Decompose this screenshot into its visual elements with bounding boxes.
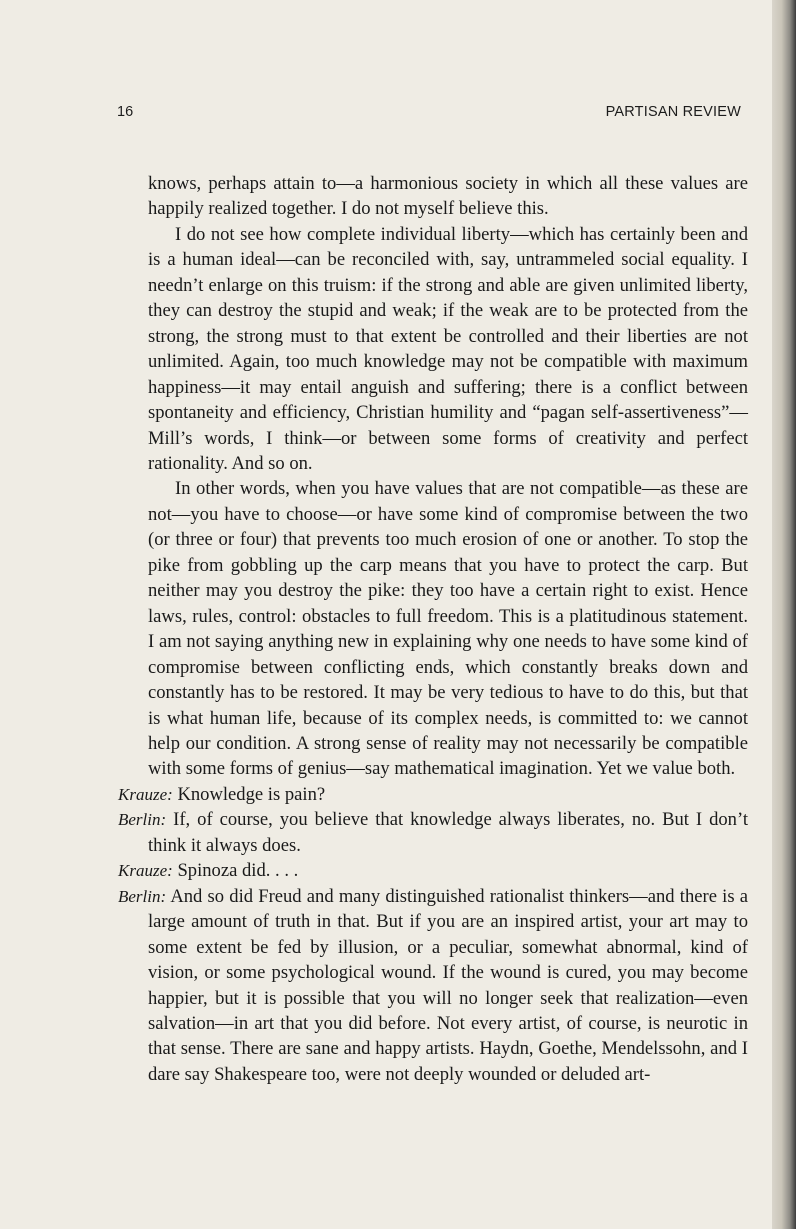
speaker-label: Berlin: [118,810,167,830]
page-edge-shadow [772,0,796,1229]
dialogue-text: Knowledge is pain? [177,783,326,805]
dialogue-line [118,884,748,1088]
dialogue-text: And so did Freud and many distinguished rationalist thinkers—and there is a large amount of truth in that. But if you are an inspired artist, your art may to some extent be fed by illusion, or a peculiar, somewhat abnormal, kind of vision, or some psychological wound. If the wound is cured, you may become happier, but it is possible that you will no longer seek that realization—even salvation—in art that you did before. Not every artist, of course, is neurotic in that sense. There are sane and happy artists. Haydn, Goethe, Mendelssohn, and I dare say Shakespeare too, were not deeply wounded or deluded art- [148,885,748,1085]
speaker-label: Krauze: [118,784,173,804]
paragraph: In other words, when you have values that are not compatible—as these are not—you have to choose—or have some kind of compromise between the two (or three or four) that prevents too much erosion of one or another. To stop the pike from gobbling up the carp means that you have to protect the carp. But neither may you destroy the pike: they too have a certain right to exist. Hence laws, rules, control: obstacles to full freedom. This is a platitudinous statement. I am not saying anything new in explaining why one needs to have some kind of compromise between conflicting ends, which constantly breaks down and constantly has to be restored. It may be very tedious to have to do this, but that is what human life, because of its complex needs, is committed to: we cannot help our condition. A strong sense of reality may not necessarily be compatible with some forms of genius—say mathematical imagination. Yet we value both. [148,478,748,780]
dialogue-text: If, of course, you believe that knowledge always liberates, no. But I don’t think it always does. [148,809,748,856]
paragraph-continued: knows, perhaps attain to—a harmonious society in which all these values are happily realized together. I do not myself believe this. [148,173,748,220]
running-header [117,104,741,124]
dialogue-text: Spinoza did. . . . [177,860,299,882]
speaker-label: Krauze: [118,861,173,881]
dialogue-line [118,782,748,807]
page-number: 16 [117,104,134,120]
running-title: PARTISAN REVIEW [605,104,741,120]
dialogue-line [118,858,748,883]
dialogue-line [118,807,748,858]
body-text [118,171,748,1087]
paragraph: I do not see how complete individual liberty—which has certainly been and is a human ideal—can be reconciled with, say, untrammeled social equality. I needn’t enlarge on this truism: if the strong and able are given unlimited liberty, they can destroy the stupid and weak; if the weak are to be protected from the strong, the strong must to that extent be controlled and their liberties are not unlimited. Again, too much knowledge may not be compatible with maximum happiness—it may entail anguish and suffering; there is a conflict between spontaneity and efficiency, Christian humility and “pagan self-assertiveness”—Mill’s words, I think—or between some forms of creativity and perfect rationality. And so on. [148,223,748,474]
speaker-label: Berlin: [118,886,167,906]
